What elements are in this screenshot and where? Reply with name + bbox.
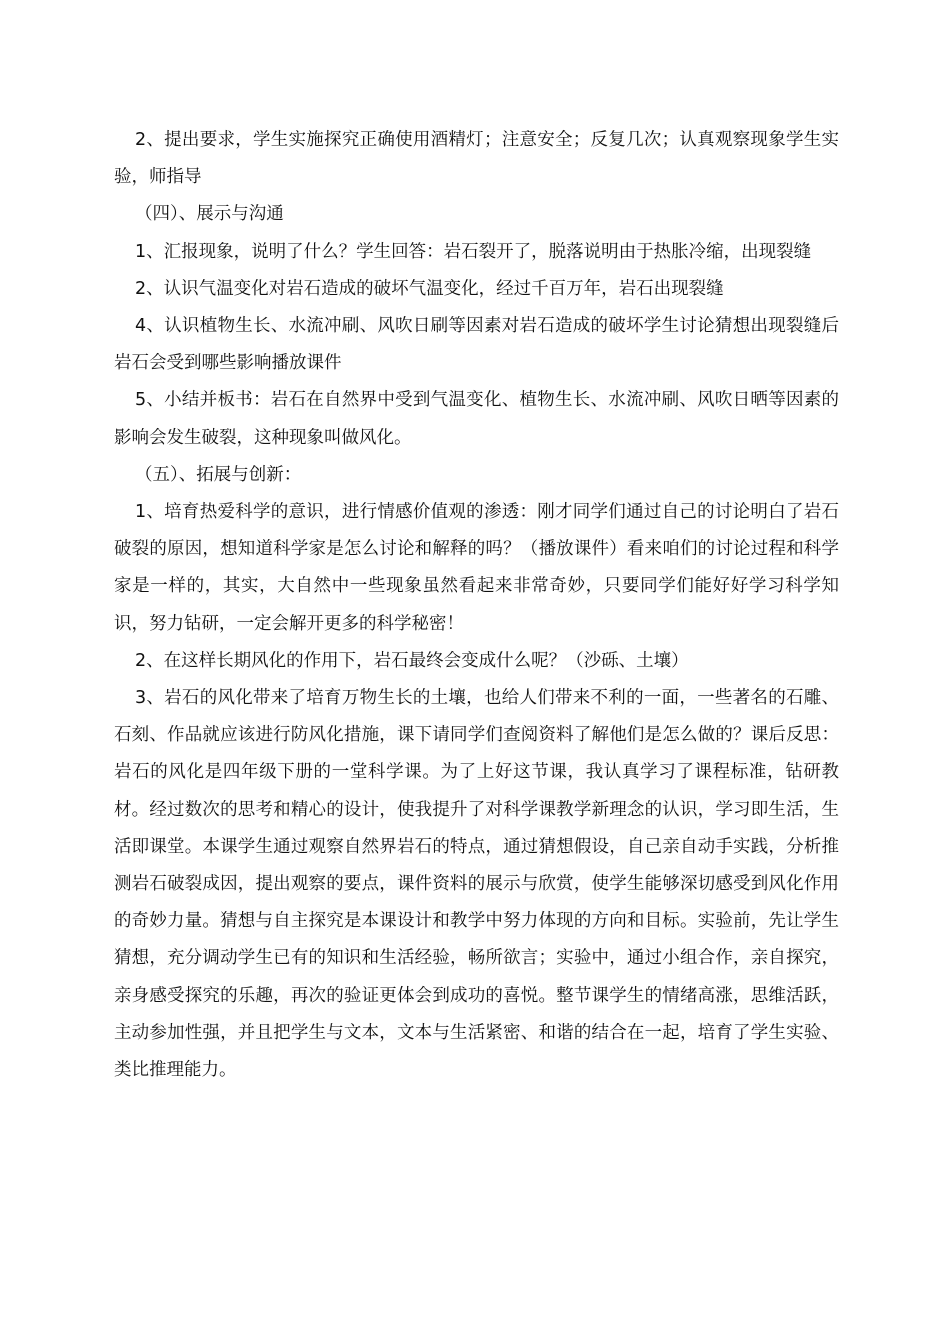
paragraph-love-science: 1、培育热爱科学的意识，进行情感价值观的渗透：刚才同学们通过自己的讨论明白了岩石破裂的原因，想知道科学家是怎么讨论和解释的吗？（播放课件）看来咱们的讨论过程和科学家是一样的，其实，大自然中一些现象虽然看起来非常奇妙，只要同学们能好好学习科学知识，努力钻研，一定会解开更多的科学秘密！ <box>114 502 839 634</box>
paragraph-long-term-weathering: 2、在这样长期风化的作用下，岩石最终会变成什么呢？（沙砾、土壤） <box>135 650 689 671</box>
paragraph-report-phenomenon: 1、汇报现象，说明了什么？学生回答：岩石裂开了，脱落说明由于热胀冷缩，出现裂缝 <box>135 241 812 262</box>
section-heading-extension-innovation: （五）、拓展与创新： <box>135 464 302 485</box>
paragraph-plant-water-wind: 4、认识植物生长、水流冲刷、风吹日刷等因素对岩石造成的破坏学生讨论猜想出现裂缝后岩石会受到哪些影响播放课件 <box>114 316 839 374</box>
paragraph-reflection: 3、岩石的风化带来了培育万物生长的土壤，也给人们带来不利的一面，一些著名的石雕、石刻、作品就应该进行防风化措施，课下请同学们查阅资料了解他们是怎么做的？课后反思：岩石的风化是四年级下册的一堂科学课。为了上好这节课，我认真学习了课程标准，钻研教材。经过数次的思考和精心的设计，使我提升了对科学课教学新理念的认识，学习即生活，生活即课堂。本课学生通过观察自然界岩石的特点，通过猜想假设，自己亲自动手实践，分析推测岩石破裂成因，提出观察的要点，课件资料的展示与欣赏，使学生能够深切感受到风化作用的奇妙力量。猜想与自主探究是本课设计和教学中努力体现的方向和目标。实验前，先让学生猜想，充分调动学生已有的知识和生活经验，畅所欲言；实验中，通过小组合作，亲自探究，亲身感受探究的乐趣，再次的验证更体会到成功的喜悦。整节课学生的情绪高涨，思维活跃，主动参加性强，并且把学生与文本，文本与生活紧密、和谐的结合在一起，培育了学生实验、类比推理能力。 <box>114 688 839 1081</box>
paragraph-experiment-requirements: 2、提出要求，学生实施探究正确使用酒精灯；注意安全；反复几次；认真观察现象学生实验，师指导 <box>114 130 839 188</box>
section-heading-display-communication: （四）、展示与沟通 <box>135 204 284 225</box>
document-body <box>114 122 839 1089</box>
paragraph-temperature-change: 2、认识气温变化对岩石造成的破坏气温变化，经过千百万年，岩石出现裂缝 <box>135 278 724 299</box>
paragraph-summary-weathering: 5、小结并板书：岩石在自然界中受到气温变化、植物生长、水流冲刷、风吹日晒等因素的影响会发生破裂，这种现象叫做风化。 <box>114 390 839 448</box>
